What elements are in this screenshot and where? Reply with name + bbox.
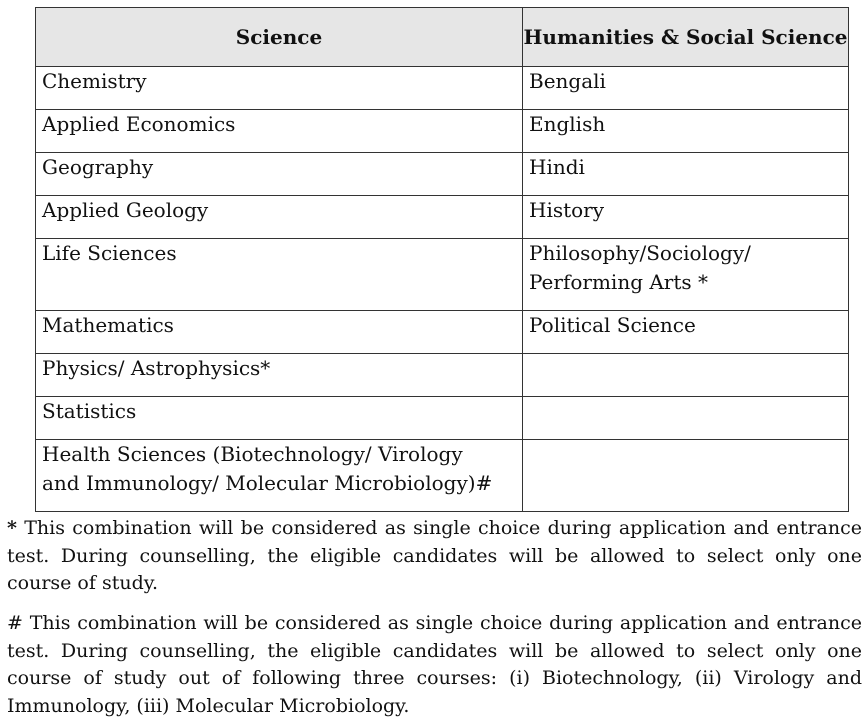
- science-cell-text: Life Sciences: [42, 241, 177, 265]
- science-cell-text: Applied Economics: [42, 112, 236, 136]
- science-cell: [36, 196, 523, 239]
- science-cell-text: Geography: [42, 155, 154, 179]
- science-cell-text: Mathematics: [42, 313, 174, 337]
- humanities-cell-text: Hindi: [529, 155, 585, 179]
- footnote-hash-marker: #: [7, 612, 23, 634]
- humanities-cell-text: Bengali: [529, 69, 606, 93]
- science-cell-text: Physics/ Astrophysics*: [42, 356, 271, 380]
- footnote-asterisk: [7, 515, 862, 598]
- footnote-asterisk-marker: *: [7, 517, 17, 539]
- science-cell: [36, 311, 523, 354]
- science-cell: [36, 397, 523, 440]
- table-row: [36, 397, 849, 440]
- science-cell: [36, 67, 523, 110]
- footnote-asterisk-text: This combination will be considered as single choice during application and entrance test. During counselling, the eligible candidates will be allowed to select only one course of study.: [7, 517, 862, 594]
- science-cell: [36, 110, 523, 153]
- science-cell-text: Chemistry: [42, 69, 147, 93]
- humanities-cell: [523, 196, 849, 239]
- science-cell: [36, 440, 523, 512]
- science-cell-text: Health Sciences (Biotechnology/ Virology and Immunology/ Molecular Microbiology)#: [42, 442, 493, 495]
- humanities-cell: [523, 311, 849, 354]
- header-humanities: Humanities & Social Science: [523, 8, 849, 67]
- humanities-cell-text: Political Science: [529, 313, 696, 337]
- footnote-hash: [7, 610, 862, 720]
- table-row: [36, 153, 849, 196]
- humanities-cell-text: English: [529, 112, 606, 136]
- table-row: [36, 196, 849, 239]
- science-cell: [36, 239, 523, 311]
- humanities-cell: [523, 440, 849, 512]
- science-cell-text: Statistics: [42, 399, 137, 423]
- science-cell: [36, 354, 523, 397]
- humanities-cell: [523, 354, 849, 397]
- humanities-cell: [523, 110, 849, 153]
- header-science: Science: [36, 8, 523, 67]
- humanities-cell-text: Philosophy/Sociology/ Performing Arts *: [529, 241, 751, 294]
- table-row: [36, 67, 849, 110]
- table-row: [36, 311, 849, 354]
- table-header-row: [36, 8, 849, 67]
- humanities-cell: [523, 67, 849, 110]
- humanities-cell-text: History: [529, 198, 605, 222]
- footnote-hash-text: This combination will be considered as single choice during application and entrance test. During counselling, the eligible candidates will be allowed to select only one course of study out of following three courses: (i) Biotechnology, (ii) Virology and Immunology, (iii) Molecular Microbiology.: [7, 612, 862, 717]
- table-row: [36, 354, 849, 397]
- science-cell-text: Applied Geology: [42, 198, 209, 222]
- table-row: [36, 440, 849, 512]
- science-cell: [36, 153, 523, 196]
- table-row: [36, 239, 849, 311]
- humanities-cell: [523, 153, 849, 196]
- humanities-cell: [523, 397, 849, 440]
- table-row: [36, 110, 849, 153]
- humanities-cell: [523, 239, 849, 311]
- courses-table: [35, 7, 849, 512]
